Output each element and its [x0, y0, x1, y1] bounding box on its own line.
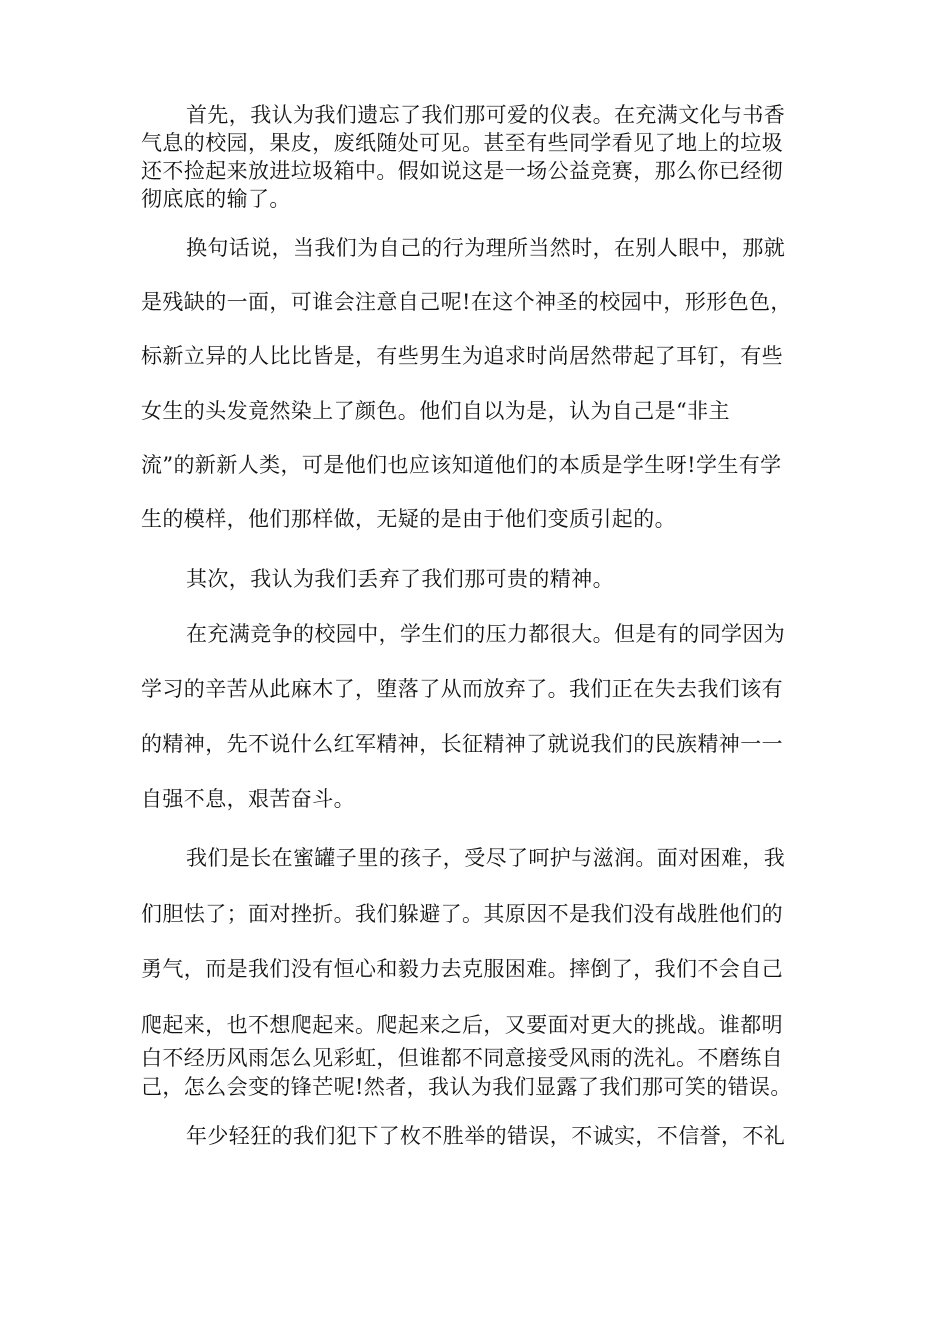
- paragraph-2-line-2: 是残缺的一面，可谁会注意自己呢!在这个神圣的校园中，形形色色，: [141, 290, 792, 314]
- paragraph-4-line-2: 学习的辛苦从此麻木了，堕落了从而放弃了。我们正在失去我们该有: [141, 677, 783, 701]
- paragraph-1-line-4: 彻底底的输了。: [141, 187, 291, 211]
- paragraph-4-line-3: 的精神，先不说什么红军精神，长征精神了就说我们的民族精神一一: [141, 732, 783, 756]
- paragraph-2-line-4: 女生的头发竟然染上了颜色。他们自以为是，认为自己是“非主: [141, 399, 730, 423]
- paragraph-5-line-6: 己，怎么会变的锋芒呢!然者，我认为我们显露了我们那可笑的错误。: [141, 1075, 792, 1099]
- paragraph-4-line-1: 在充满竞争的校园中，学生们的压力都很大。但是有的同学因为: [186, 622, 786, 646]
- paragraph-5-line-3: 勇气，而是我们没有恒心和毅力去克服困难。摔倒了，我们不会自己: [141, 957, 783, 981]
- paragraph-1-line-1: 首先，我认为我们遗忘了我们那可爱的仪表。在充满文化与书香: [186, 103, 786, 127]
- paragraph-5-line-5: 白不经历风雨怎么见彩虹，但谁都不同意接受风雨的洗礼。不磨练自: [141, 1046, 783, 1070]
- paragraph-5-line-4: 爬起来，也不想爬起来。爬起来之后，又要面对更大的挑战。谁都明: [141, 1013, 783, 1037]
- paragraph-1-line-2: 气息的校园，果皮，废纸随处可见。甚至有些同学看见了地上的垃圾: [141, 131, 783, 155]
- paragraph-2-line-6: 生的模样，他们那样做，无疑的是由于他们变质引起的。: [141, 507, 676, 531]
- paragraph-3-line-1: 其次，我认为我们丢弃了我们那可贵的精神。: [186, 567, 614, 591]
- paragraph-6-line-1: 年少轻狂的我们犯下了枚不胜举的错误，不诚实，不信誉，不礼: [186, 1124, 786, 1148]
- paragraph-2-line-1: 换句话说，当我们为自己的行为理所当然时，在别人眼中，那就: [186, 236, 786, 260]
- paragraph-5-line-1: 我们是长在蜜罐子里的孩子，受尽了呵护与滋润。面对困难，我: [186, 846, 786, 870]
- paragraph-2-line-3: 标新立异的人比比皆是，有些男生为追求时尚居然带起了耳钉，有些: [141, 344, 783, 368]
- paragraph-5-line-2: 们胆怯了；面对挫折。我们躲避了。其原因不是我们没有战胜他们的: [141, 902, 783, 926]
- paragraph-1-line-3: 还不捡起来放进垃圾箱中。假如说这是一场公益竞赛，那么你已经彻: [141, 159, 783, 183]
- paragraph-2-line-5: 流”的新新人类，可是他们也应该知道他们的本质是学生呀!学生有学: [141, 453, 782, 477]
- paragraph-4-line-4: 自强不息，艰苦奋斗。: [141, 787, 355, 811]
